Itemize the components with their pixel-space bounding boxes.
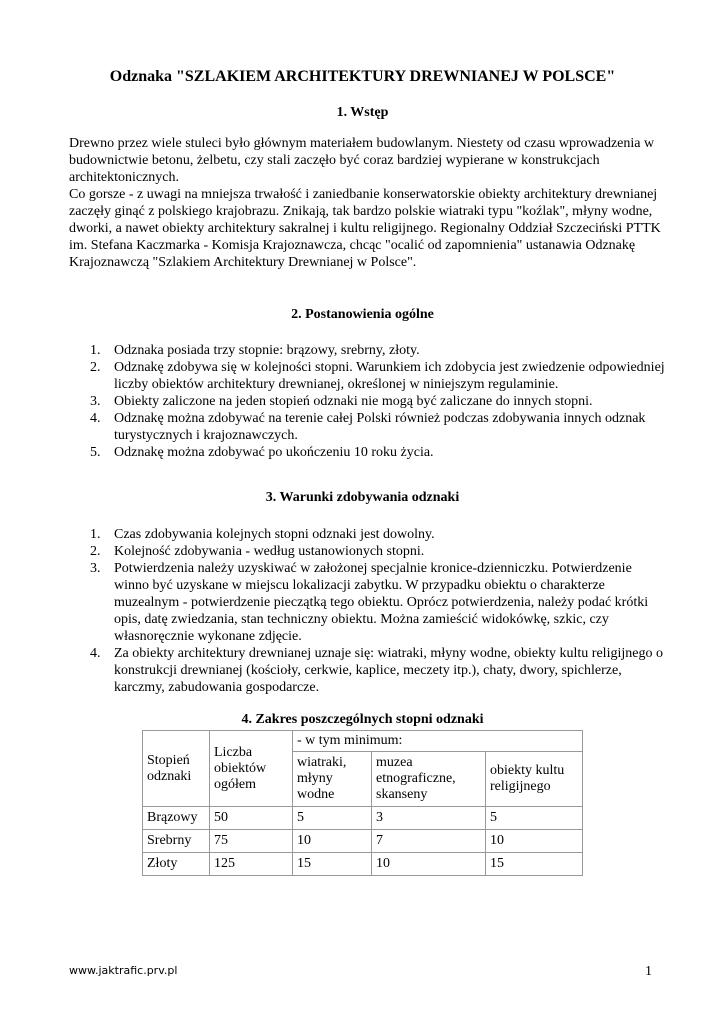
list-item bbox=[69, 560, 669, 645]
cell-total: 125 bbox=[210, 853, 293, 876]
intro-paragraph: Co gorsze - z uwagi na mniejsza trwałość i zaniedbanie konserwatorskie obiekty architektury drewnianej zaczęły ginąć z polskiego krajobrazu. Znikają, tak bardzo polskie wiatraki typu "koźlak", młyny wodne, dworki, a nawet obiekty architektury sakralnej i kultu religijnego. Regionalny Oddział Szczeciński PTTK im. Stefana Kaczmarka - Komisja Krajoznawcza, chcąc "ocalić od zapomnienia" ustanawia Odznakę Krajoznawczą "Szlakiem Architektury Drewnianej w Polsce". bbox=[69, 187, 661, 270]
list-item bbox=[69, 342, 669, 359]
list-item bbox=[69, 444, 669, 461]
list-item bbox=[69, 543, 669, 560]
header-mills: wiatraki, młyny wodne bbox=[293, 752, 372, 807]
list-item bbox=[69, 393, 669, 410]
list-text: Potwierdzenia należy uzyskiwać w założonej specjalnie kronice-dzienniczku. Potwierdzenie winno być uzyskane w miejscu lokalizacji zabytku. W przypadku obiektu o charakterze muzealnym - potwierdzenie pieczątką tego obiektu. Oprócz potwierdzenia, należy podać krótki opis, datę zwiedzania, stan techniczny obiektu. Można zamieścić widokówkę, szkic, czy własnoręcznie wykonane zdjęcie. bbox=[114, 561, 649, 644]
list-text: Odznakę zdobywa się w kolejności stopni. Warunkiem ich zdobycia jest zwiedzenie odpowiedniej liczby obiektów architektury drewnianej, określonej w niniejszym regulaminie. bbox=[114, 360, 665, 392]
list-number: 4. bbox=[90, 411, 101, 426]
cell-museums: 7 bbox=[372, 830, 486, 853]
cell-total: 75 bbox=[210, 830, 293, 853]
cell-total: 50 bbox=[210, 807, 293, 830]
table-row bbox=[143, 807, 583, 830]
list-text: Za obiekty architektury drewnianej uznaje się: wiatraki, młyny wodne, obiekty kultu religijnego o konstrukcji drewnianej (kościoły, cerkwie, kaplice, meczety itp.), chaty, dwory, spichlerze, karczmy, zabudowania gospodarcze. bbox=[114, 646, 663, 695]
section-heading-intro: 1. Wstęp bbox=[336, 105, 389, 120]
ranks-table bbox=[142, 730, 583, 876]
cell-mills: 5 bbox=[293, 807, 372, 830]
intro-section bbox=[69, 135, 669, 271]
list-item bbox=[69, 359, 669, 393]
list-number: 3. bbox=[90, 394, 101, 409]
list-number: 3. bbox=[90, 561, 101, 576]
cell-religious: 15 bbox=[486, 853, 583, 876]
cell-mills: 10 bbox=[293, 830, 372, 853]
table-row bbox=[143, 830, 583, 853]
list-number: 1. bbox=[90, 527, 101, 542]
cell-museums: 3 bbox=[372, 807, 486, 830]
list-number: 5. bbox=[90, 445, 101, 460]
header-museums: muzea etnograficzne, skanseny bbox=[372, 752, 486, 807]
list-text: Obiekty zaliczone na jeden stopień odznaki nie mogą być zaliczane do innych stopni. bbox=[114, 394, 593, 409]
conditions-list bbox=[69, 526, 669, 696]
list-text: Czas zdobywania kolejnych stopni odznaki jest dowolny. bbox=[114, 527, 435, 542]
section-heading-scope: 4. Zakres poszczególnych stopni odznaki bbox=[241, 712, 484, 727]
list-text: Odznakę można zdobywać po ukończeniu 10 roku życia. bbox=[114, 445, 434, 460]
header-total: Liczba obiektów ogółem bbox=[210, 731, 293, 807]
list-number: 1. bbox=[90, 343, 101, 358]
list-text: Odznaka posiada trzy stopnie: brązowy, srebrny, złoty. bbox=[114, 343, 420, 358]
list-item bbox=[69, 526, 669, 543]
header-rank: Stopień odznaki bbox=[143, 731, 210, 807]
cell-rank: Srebrny bbox=[143, 830, 210, 853]
document-title: Odznaka "SZLAKIEM ARCHITEKTURY DREWNIANEJ W POLSCE" bbox=[109, 68, 616, 85]
cell-religious: 5 bbox=[486, 807, 583, 830]
cell-rank: Złoty bbox=[143, 853, 210, 876]
section-heading-conditions: 3. Warunki zdobywania odznaki bbox=[265, 490, 460, 505]
list-number: 2. bbox=[90, 360, 101, 375]
header-religious: obiekty kultu religijnego bbox=[486, 752, 583, 807]
list-text: Odznakę można zdobywać na terenie całej Polski również podczas zdobywania innych odznak turystycznych i krajoznawczych. bbox=[114, 411, 646, 443]
cell-rank: Brązowy bbox=[143, 807, 210, 830]
section-heading-general: 2. Postanowienia ogólne bbox=[291, 307, 434, 322]
intro-paragraph: Drewno przez wiele stuleci było głównym materiałem budowlanym. Niestety od czasu wprowadzenia w budownictwie betonu, żelbetu, czy stali zaczęło być coraz bardziej wypierane w konstrukcjach architektonicznych. bbox=[69, 136, 655, 185]
list-item bbox=[69, 645, 669, 696]
cell-religious: 10 bbox=[486, 830, 583, 853]
page-number: 1 bbox=[645, 964, 652, 979]
cell-museums: 10 bbox=[372, 853, 486, 876]
list-item bbox=[69, 410, 669, 444]
footer-url: www.jaktrafic.prv.pl bbox=[69, 964, 178, 977]
list-text: Kolejność zdobywania - według ustanowionych stopni. bbox=[114, 544, 425, 559]
header-minimum: - w tym minimum: bbox=[293, 731, 583, 752]
general-provisions-list bbox=[69, 342, 669, 461]
table-header-row bbox=[143, 731, 583, 752]
list-number: 4. bbox=[90, 646, 101, 661]
cell-mills: 15 bbox=[293, 853, 372, 876]
list-number: 2. bbox=[90, 544, 101, 559]
table-row bbox=[143, 853, 583, 876]
